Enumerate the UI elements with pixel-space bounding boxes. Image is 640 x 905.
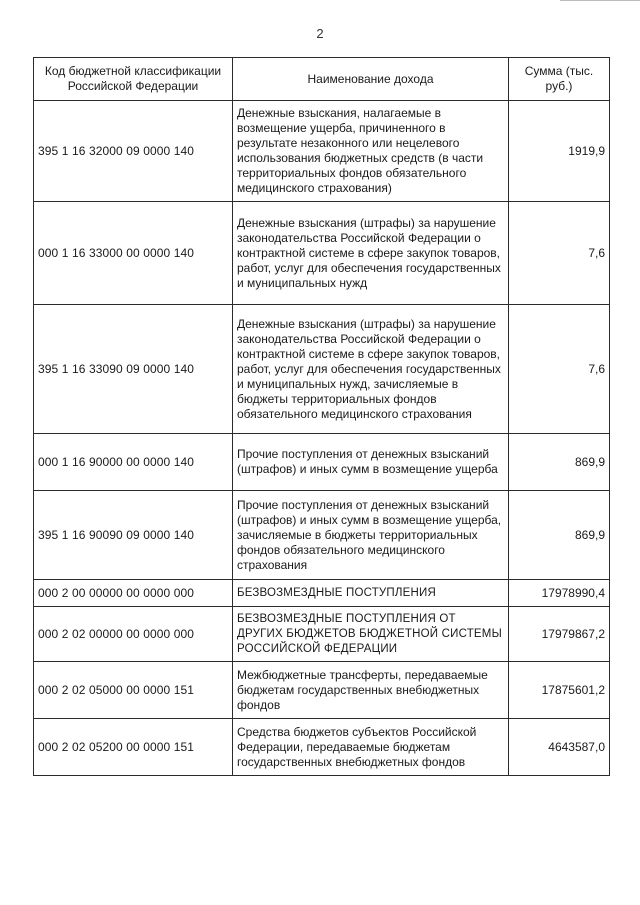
row-sum: 4643587,0	[509, 719, 610, 776]
row-name: БЕЗВОЗМЕЗДНЫЕ ПОСТУПЛЕНИЯ ОТ ДРУГИХ БЮДЖЕТОВ БЮДЖЕТНОЙ СИСТЕМЫ РОССИЙСКОЙ ФЕДЕРАЦИИ	[233, 607, 509, 662]
header-sum: Сумма (тыс. руб.)	[509, 58, 610, 101]
revenue-table	[33, 57, 610, 776]
table-row	[34, 202, 610, 305]
scan-edge-mark	[560, 0, 640, 4]
row-code: 395 1 16 32000 09 0000 140	[34, 101, 233, 202]
row-code: 000 1 16 90000 00 0000 140	[34, 434, 233, 491]
table-header-row	[34, 58, 610, 101]
table-row	[34, 491, 610, 580]
row-sum: 1919,9	[509, 101, 610, 202]
row-name: Средства бюджетов субъектов Российской Федерации, передаваемые бюджетам государственных внебюджетных фондов	[233, 719, 509, 776]
row-code: 000 2 00 00000 00 0000 000	[34, 580, 233, 607]
row-code: 000 2 02 00000 00 0000 000	[34, 607, 233, 662]
row-sum: 7,6	[509, 305, 610, 434]
page-number: 2	[316, 26, 324, 41]
row-code: 000 2 02 05000 00 0000 151	[34, 662, 233, 719]
table-row	[34, 580, 610, 607]
row-sum: 869,9	[509, 434, 610, 491]
row-code: 000 2 02 05200 00 0000 151	[34, 719, 233, 776]
row-name: Денежные взыскания, налагаемые в возмещение ущерба, причиненного в результате незаконного или нецелевого использования бюджетных средств (в части территориальных фондов обязательного медицинского страхования)	[233, 101, 509, 202]
row-sum: 17978990,4	[509, 580, 610, 607]
row-name: Денежные взыскания (штрафы) за нарушение законодательства Российской Федерации о контрактной системе в сфере закупок товаров, работ, услуг для обеспечения государственных и муниципальных нужд	[233, 202, 509, 305]
row-name: Прочие поступления от денежных взысканий (штрафов) и иных сумм в возмещение ущерба, зачисляемые в бюджеты территориальных фондов обязательного медицинского страхования	[233, 491, 509, 580]
row-name: Прочие поступления от денежных взысканий (штрафов) и иных сумм в возмещение ущерба	[233, 434, 509, 491]
table-row	[34, 719, 610, 776]
row-code: 395 1 16 90090 09 0000 140	[34, 491, 233, 580]
row-sum: 17875601,2	[509, 662, 610, 719]
table-row	[34, 662, 610, 719]
table-row	[34, 305, 610, 434]
table-row	[34, 607, 610, 662]
header-code: Код бюджетной классификации Российской Федерации	[34, 58, 233, 101]
row-name: Межбюджетные трансферты, передаваемые бюджетам государственных внебюджетных фондов	[233, 662, 509, 719]
row-sum: 17979867,2	[509, 607, 610, 662]
row-name: БЕЗВОЗМЕЗДНЫЕ ПОСТУПЛЕНИЯ	[233, 580, 509, 607]
table-row	[34, 101, 610, 202]
row-sum: 869,9	[509, 491, 610, 580]
row-name: Денежные взыскания (штрафы) за нарушение законодательства Российской Федерации о контрактной системе в сфере закупок товаров, работ, услуг для обеспечения государственных и муниципальных нужд, зачисляемые в бюджеты территориальных фондов обязательного медицинского страхования	[233, 305, 509, 434]
table-row	[34, 434, 610, 491]
row-sum: 7,6	[509, 202, 610, 305]
header-name: Наименование дохода	[233, 58, 509, 101]
row-code: 000 1 16 33000 00 0000 140	[34, 202, 233, 305]
row-code: 395 1 16 33090 09 0000 140	[34, 305, 233, 434]
